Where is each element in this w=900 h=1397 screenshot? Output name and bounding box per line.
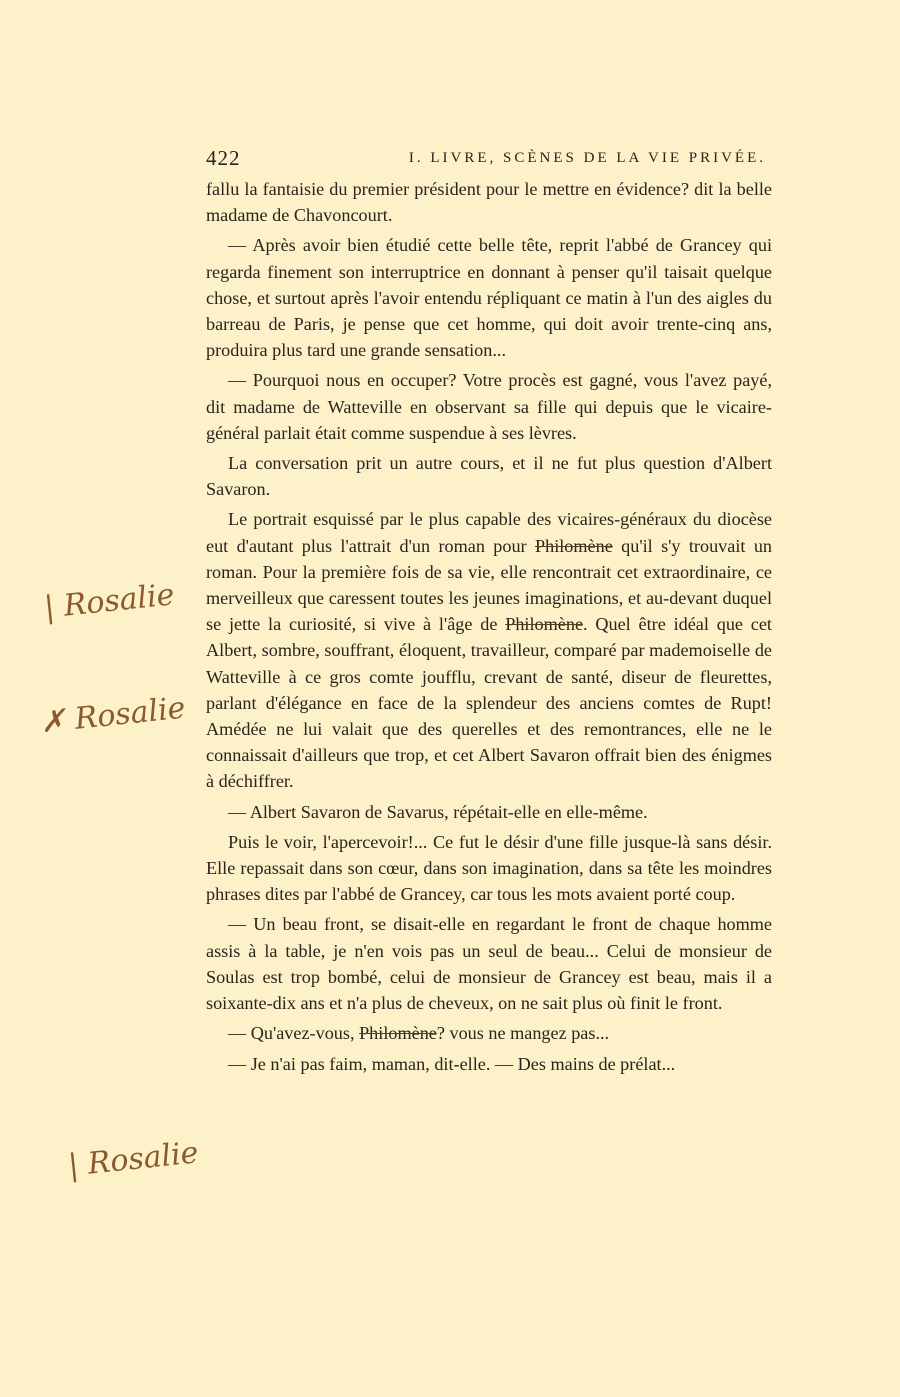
margin-note: | Rosalie [66, 1135, 201, 1184]
text-run: . Quel être idéal que cet Albert, sombre, souffrant, éloquent, travailleur, comparé par mademoiselle de Watteville à ce gros comte joufflu, crevant de santé, diseur de fleurettes, parlant d'élégance en face de la splendeur des anciens comtes de Rupt! Amédée ne lui valait que des querelles et des remontrances, elle ne le connaissait d'ailleurs que trop, et cet Albert Savaron offrait bien des énigmes à déchiffrer. [206, 614, 772, 792]
margin-note: ✗ Rosalie [38, 690, 187, 741]
text-run: qu'il s'y trouvait un roman. Pour la première fois de sa vie, elle rencontrait cet extraordinaire, ce merveilleux que caressent toutes les jeunes imaginations, et au-devant duquel se jette la curiosité, si vive à l'âge de [206, 535, 773, 635]
paragraph [206, 1020, 772, 1046]
paragraph: — Je n'ai pas faim, maman, dit-elle. — Des mains de prélat... [228, 1053, 676, 1074]
margin-note: | Rosalie [42, 577, 177, 626]
body-text [206, 176, 772, 1081]
paragraph: Puis le voir, l'apercevoir!... Ce fut le désir d'une fille jusque-là sans désir. Elle repassait dans son cœur, dans son imagination, dans sa tête les moindres phrases dites par l'abbé de Grancey, car tous les mots avaient porté coup. [206, 831, 772, 905]
struck-name: Philomène [359, 1023, 437, 1044]
text-run: ? vous ne mangez pas... [436, 1023, 610, 1044]
text-run: Le portrait esquissé par le plus capable des vicaires-généraux du diocèse eut d'autant plus l'attrait d'un roman pour [206, 509, 772, 556]
paragraph: fallu la fantaisie du premier président pour le mettre en évidence? dit la belle madame de Chavoncourt. [206, 179, 772, 226]
running-header [206, 146, 772, 176]
struck-name: Philomène [505, 614, 584, 635]
running-title: I. LIVRE, SCÈNES DE LA VIE PRIVÉE. [408, 150, 766, 166]
paragraph: La conversation prit un autre cours, et il ne fut plus question d'Albert Savaron. [206, 453, 772, 500]
struck-name: Philomène [534, 535, 613, 556]
paragraph: — Albert Savaron de Savarus, répétait-elle en elle-même. [228, 801, 648, 822]
paragraph: — Pourquoi nous en occuper? Votre procès est gagné, vous l'avez payé, dit madame de Watteville en observant sa fille qui depuis que le vicaire-général parlait était comme suspendue à ses lèvres. [206, 370, 772, 443]
paragraph: — Un beau front, se disait-elle en regardant le front de chaque homme assis à la table, je n'en vois pas un seul de beau... Celui de monsieur de Soulas est trop bombé, celui de monsieur de Grancey est beau, mais il a soixante-dix ans et n'a plus de cheveux, on ne sait plus où finit le front. [206, 914, 772, 1014]
text-run: — Qu'avez-vous, [228, 1023, 360, 1044]
page-number: 422 [206, 146, 241, 170]
paragraph [206, 506, 772, 794]
paragraph: — Après avoir bien étudié cette belle tête, reprit l'abbé de Grancey qui regarda finement son interruptrice en donnant à penser qu'il taisait quelque chose, et surtout après l'avoir entendu répliquant ce matin à l'un des aigles du barreau de Paris, je pense que cet homme, qui doit avoir trente-cinq ans, produira plus tard une grande sensation... [206, 235, 772, 361]
